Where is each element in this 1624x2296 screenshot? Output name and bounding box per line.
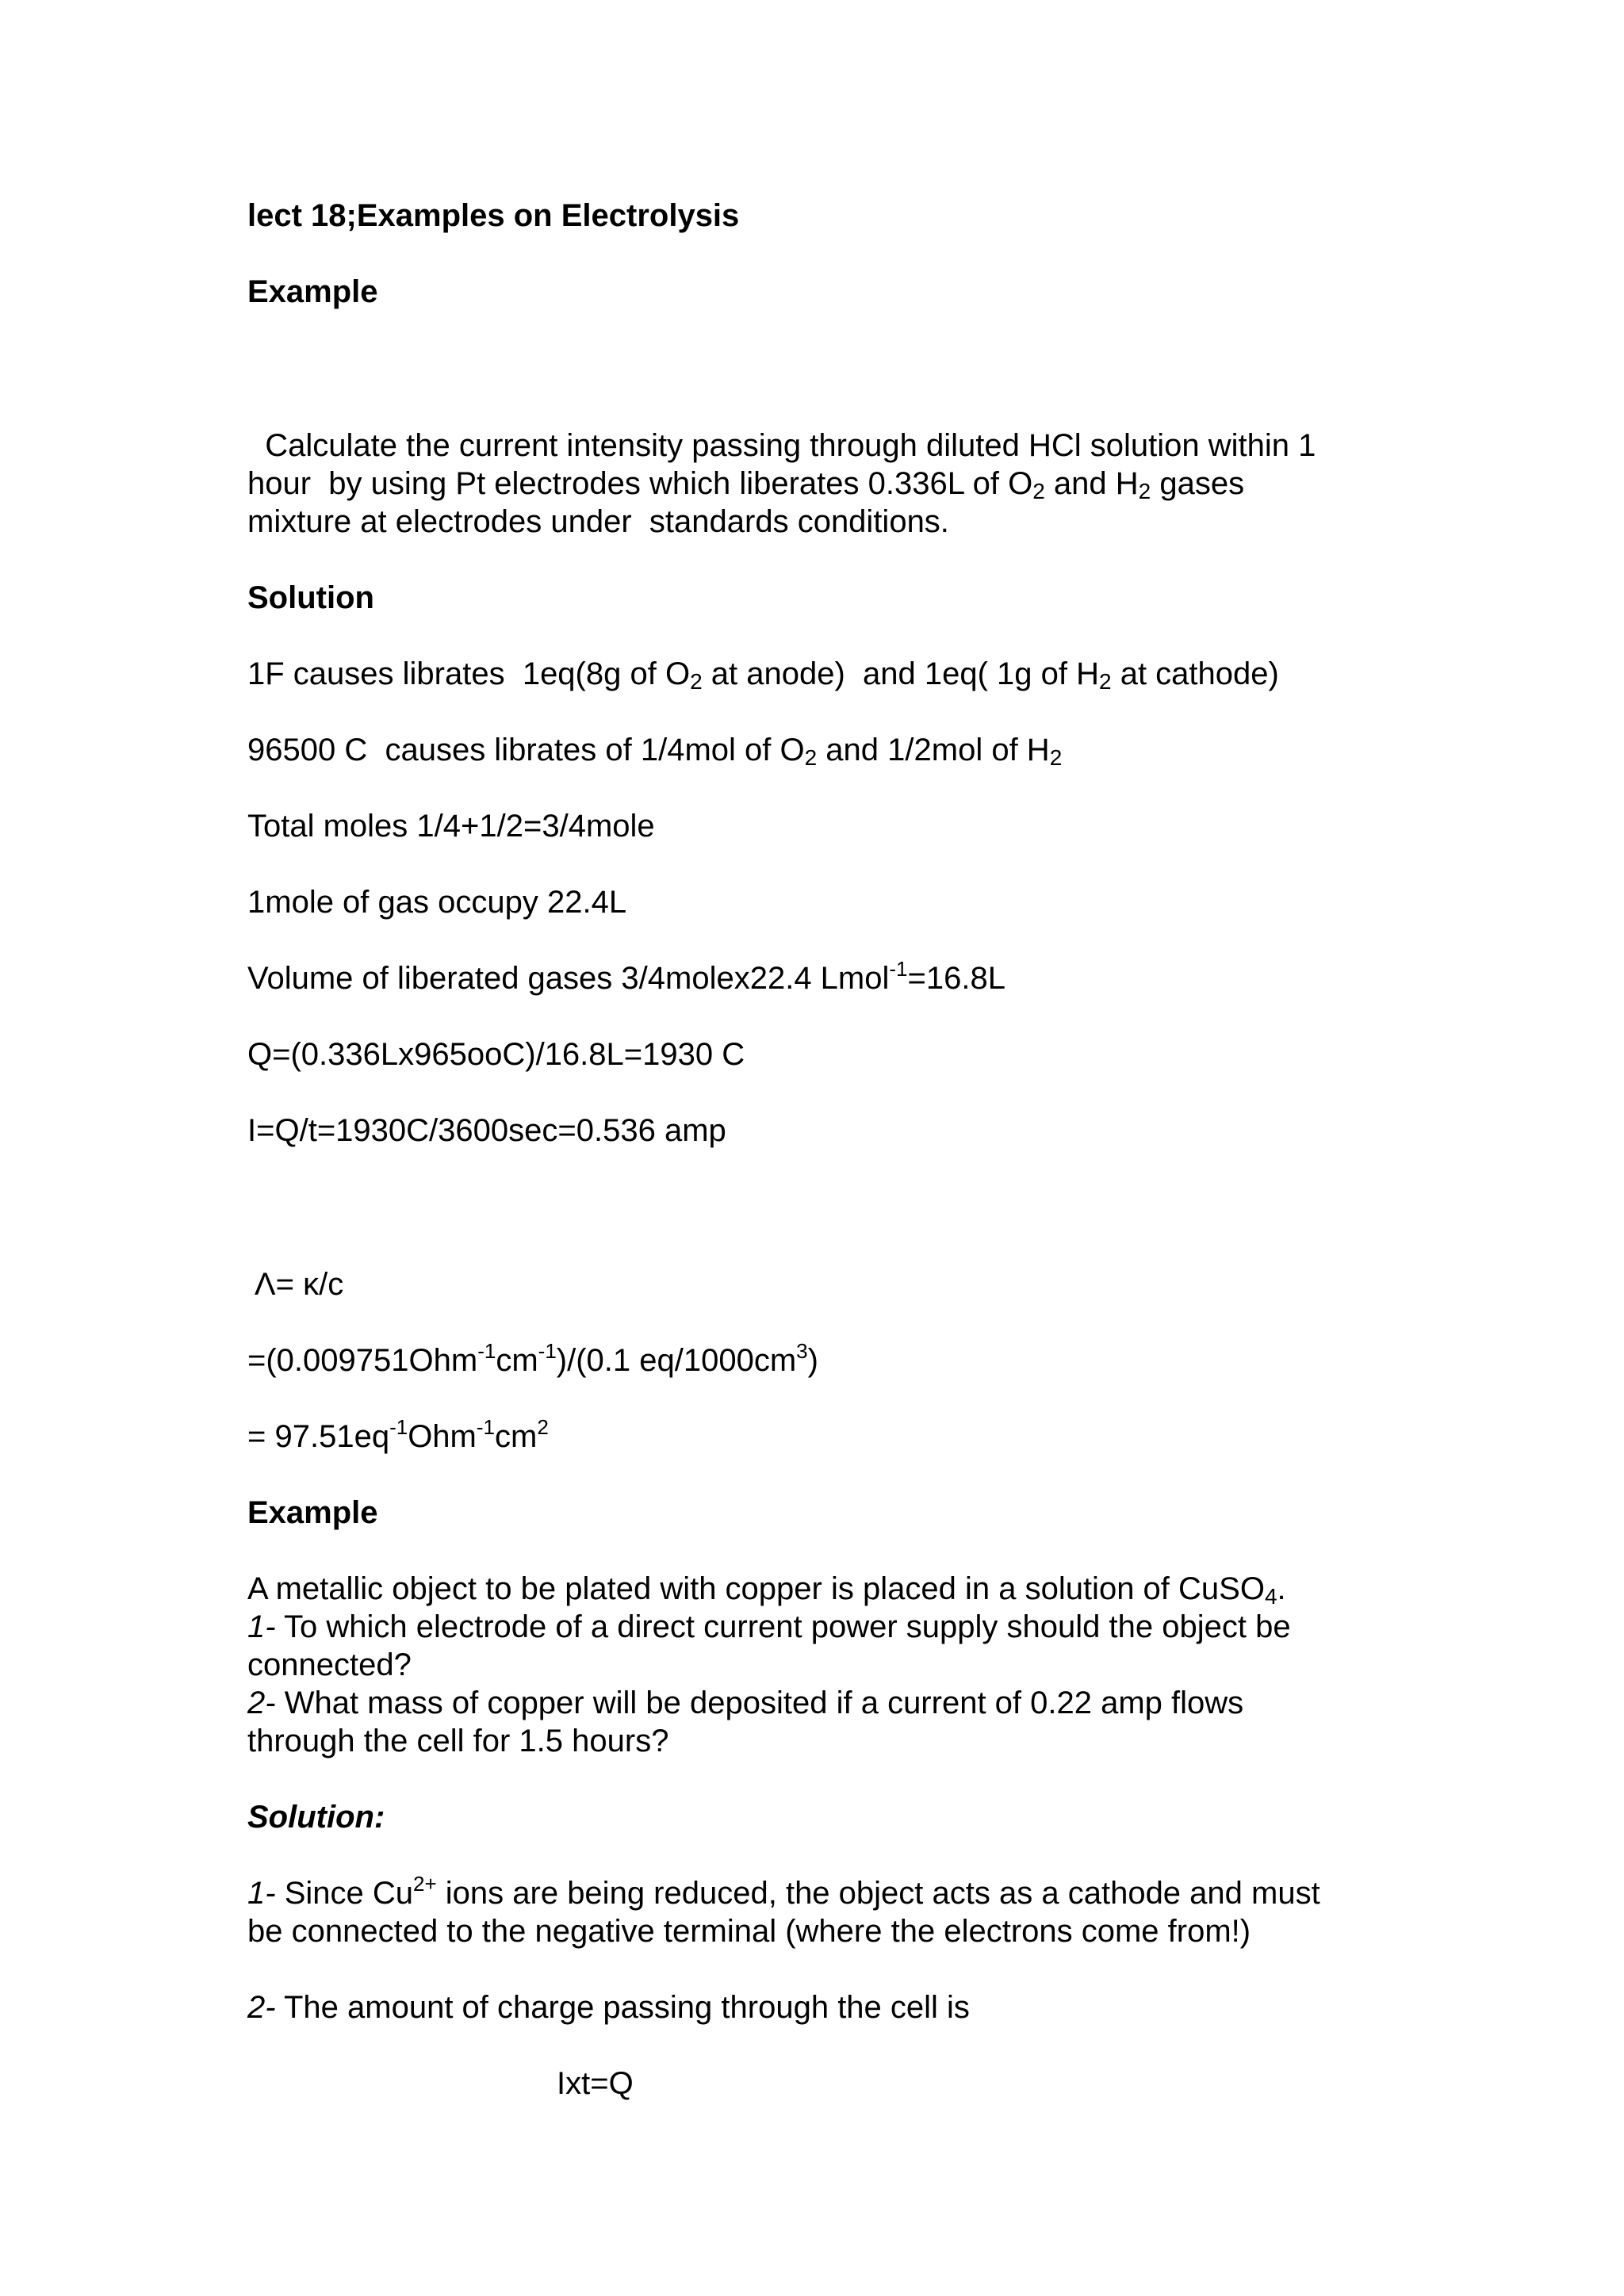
solution-step-current: I=Q/t=1930C/3600sec=0.536 amp bbox=[247, 1113, 726, 1148]
example2-heading: Example bbox=[247, 1495, 378, 1530]
example1-heading: Example bbox=[247, 274, 378, 309]
conductivity-formula: Λ= κ/c bbox=[247, 1267, 344, 1302]
example2-question1-cont: connected? bbox=[247, 1647, 412, 1682]
solution-step-faraday: 1F causes librates 1eq(8g of $O_2$ at anode) and 1eq( 1g of $H_2$ at cathode) bbox=[247, 656, 1279, 694]
example2-question2: 2- What mass of copper will be deposited if a current of 0.22 amp flows bbox=[247, 1686, 1244, 1720]
example1-problem-line1: Calculate the current intensity passing through diluted HCl solution within 1 bbox=[247, 428, 1316, 463]
solution-step-coulombs: 96500 C causes librates of 1/4mol of $O_2$ and 1/2mol of $H_2$ bbox=[247, 733, 1063, 770]
conductivity-substitution: $=(0.009751Ohm^{-1}cm^{-1})/(0.1$ $eq/1000cm^3$) bbox=[247, 1339, 818, 1378]
example2-solution-heading: Solution: bbox=[247, 1800, 385, 1835]
page-title: lect 18;Examples on Electrolysis bbox=[247, 198, 740, 233]
example2-question2-cont: through the cell for 1.5 hours? bbox=[247, 1724, 669, 1758]
solution-step-charge: Q=(0.336Lx965ooC)/16.8L=1930 C bbox=[247, 1037, 745, 1072]
solution-step-molar-volume: 1mole of gas occupy 22.4L bbox=[247, 885, 627, 920]
document-page bbox=[247, 0, 1386, 2296]
solution-step-volume: Volume of liberated gases 3/4molex22.4 Lmol$^{-1}$=16.8L bbox=[247, 957, 1005, 996]
solution-step-total-moles: Total moles 1/4+1/2=3/4mole bbox=[247, 809, 655, 844]
example2-problem-line1: A metallic object to be plated with copper is placed in a solution of CuSO$_4$. bbox=[247, 1571, 1286, 1609]
example1-problem-line3: mixture at electrodes under standards conditions. bbox=[247, 504, 949, 539]
conductivity-result: = $97.51eq^{-1}Ohm^{-1}cm^2$ bbox=[247, 1415, 549, 1454]
example2-question1: 1- To which electrode of a direct current power supply should the object be bbox=[247, 1609, 1291, 1644]
example1-problem-line2: hour by using Pt electrodes which liberates 0.336L of $O_2$ and $H_2$ gases bbox=[247, 466, 1245, 503]
example2-answer1-cont: be connected to the negative terminal (where the electrons come from!) bbox=[247, 1914, 1251, 1949]
charge-equation: Ixt=Q bbox=[557, 2066, 634, 2101]
example2-answer2: 2- The amount of charge passing through the cell is bbox=[247, 1990, 970, 2025]
example1-solution-heading: Solution bbox=[247, 580, 374, 615]
example2-answer1: 1- Since $Cu^{2+}$ ions are being reduced, the object acts as a cathode and must bbox=[247, 1872, 1320, 1911]
